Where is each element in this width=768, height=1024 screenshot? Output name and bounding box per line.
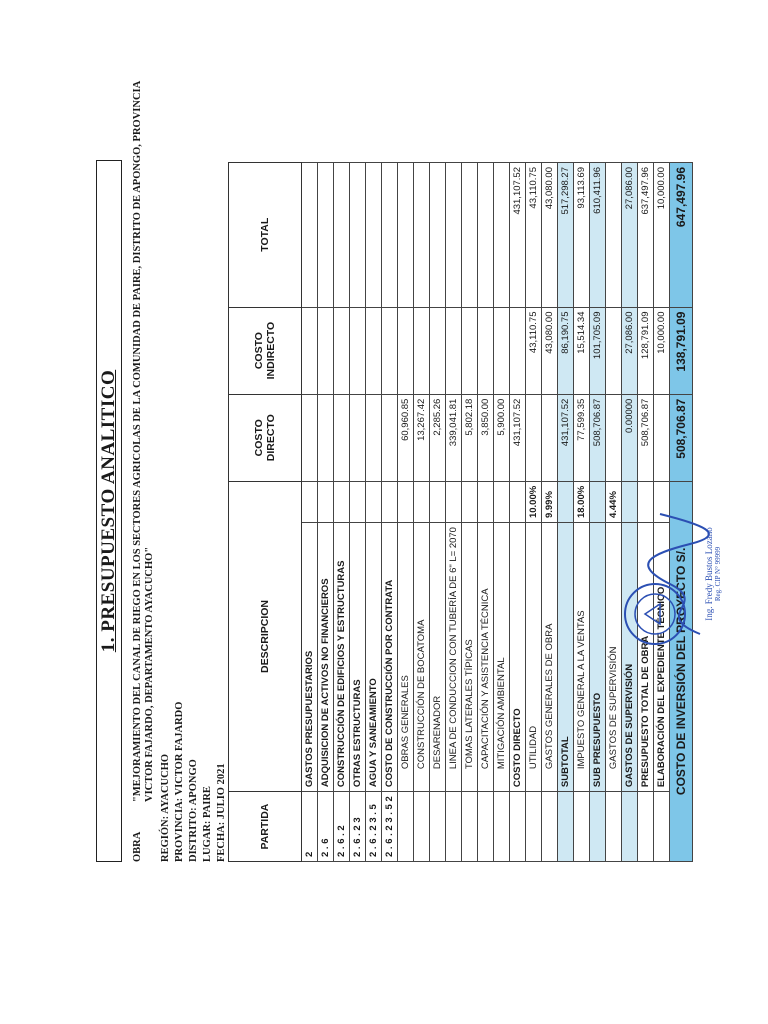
cell-costo-directo bbox=[526, 394, 542, 481]
table-row bbox=[606, 163, 622, 862]
cell-costo-indirecto bbox=[398, 307, 414, 394]
cell-costo-directo bbox=[318, 394, 334, 481]
cell-description: COSTO DIRECTO bbox=[510, 523, 526, 792]
cell-percent bbox=[366, 481, 382, 522]
cell-costo-directo bbox=[606, 394, 622, 481]
cell-partida: 2 . 6 . 2 bbox=[334, 792, 350, 862]
distrito-line: DISTRITO: APONGO bbox=[188, 759, 199, 862]
table-row bbox=[350, 163, 366, 862]
cell-costo-directo bbox=[350, 394, 366, 481]
cell-costo-indirecto bbox=[510, 307, 526, 394]
cell-description: IMPUESTO GENERAL A LA VENTAS bbox=[574, 523, 590, 792]
cell-partida bbox=[590, 792, 606, 862]
cell-partida: 2 . 6 . 2 3 . 5 bbox=[366, 792, 382, 862]
cell-costo-directo: 60,960.85 bbox=[398, 394, 414, 481]
table-row bbox=[334, 163, 350, 862]
cell-description: SUBTOTAL bbox=[558, 523, 574, 792]
budget-table bbox=[228, 162, 693, 862]
total-costo-indirecto: 138,791.09 bbox=[670, 307, 693, 394]
cell-total bbox=[446, 163, 462, 308]
region-line: REGIÓN: AYACUCHO bbox=[160, 753, 171, 862]
table-row bbox=[366, 163, 382, 862]
cell-total: 517,298.27 bbox=[558, 163, 574, 308]
cell-partida bbox=[638, 792, 654, 862]
cell-costo-directo bbox=[654, 394, 670, 481]
cell-total: 43,080.00 bbox=[542, 163, 558, 308]
cell-costo-indirecto: 15,514.34 bbox=[574, 307, 590, 394]
provincia-line: PROVINCIA: VICTOR FAJARDO bbox=[174, 701, 185, 862]
cell-partida bbox=[494, 792, 510, 862]
cell-costo-indirecto bbox=[494, 307, 510, 394]
cell-percent bbox=[510, 481, 526, 522]
table-row bbox=[302, 163, 318, 862]
cell-description: PRESUPUESTO TOTAL DE OBRA bbox=[638, 523, 654, 792]
cell-description: CONSTRUCCIÓN DE BOCATOMA bbox=[414, 523, 430, 792]
cell-costo-directo bbox=[302, 394, 318, 481]
cell-costo-indirecto: 86,190.75 bbox=[558, 307, 574, 394]
cell-total bbox=[382, 163, 398, 308]
cell-percent: 4.44% bbox=[606, 481, 622, 522]
cell-description: OBRAS GENERALES bbox=[398, 523, 414, 792]
cell-total: 10,000.00 bbox=[654, 163, 670, 308]
cell-percent bbox=[350, 481, 366, 522]
cell-partida bbox=[526, 792, 542, 862]
table-row bbox=[622, 163, 638, 862]
document-title: 1. PRESUPUESTO ANALITICO bbox=[96, 160, 122, 862]
cell-costo-indirecto bbox=[478, 307, 494, 394]
cell-partida bbox=[558, 792, 574, 862]
cell-percent bbox=[318, 481, 334, 522]
cell-percent: 18.00% bbox=[574, 481, 590, 522]
cell-costo-indirecto bbox=[318, 307, 334, 394]
cell-costo-indirecto: 128,791.09 bbox=[638, 307, 654, 394]
cell-description: GASTOS PRESUPUESTARIOS bbox=[302, 523, 318, 792]
cell-total bbox=[462, 163, 478, 308]
table-row bbox=[526, 163, 542, 862]
cell-description: CAPACITACIÓN Y ASISTENCIA TÉCNICA bbox=[478, 523, 494, 792]
cell-costo-indirecto: 101,705.09 bbox=[590, 307, 606, 394]
cell-costo-indirecto bbox=[446, 307, 462, 394]
cell-total bbox=[494, 163, 510, 308]
cell-percent bbox=[494, 481, 510, 522]
table-header-row bbox=[229, 163, 302, 862]
cell-total: 610,411.96 bbox=[590, 163, 606, 308]
cell-percent bbox=[446, 481, 462, 522]
cell-percent bbox=[462, 481, 478, 522]
cell-costo-directo: 508,706.87 bbox=[638, 394, 654, 481]
cell-total bbox=[334, 163, 350, 308]
header-partida: PARTIDA bbox=[229, 792, 302, 862]
signature-text: Ing. Fredy Bustos Lozano bbox=[704, 527, 714, 621]
cell-percent: 9.99% bbox=[542, 481, 558, 522]
cell-partida bbox=[574, 792, 590, 862]
cell-costo-directo: 431,107.52 bbox=[510, 394, 526, 481]
cell-partida: 2 . 6 bbox=[318, 792, 334, 862]
total-description: COSTO DE INVERSIÓN DEL PROYECTO S/. bbox=[670, 481, 693, 861]
cell-percent bbox=[590, 481, 606, 522]
header-total: TOTAL bbox=[229, 163, 302, 308]
cell-costo-indirecto: 43,110.75 bbox=[526, 307, 542, 394]
cell-partida bbox=[398, 792, 414, 862]
cell-partida bbox=[542, 792, 558, 862]
cell-costo-indirecto bbox=[430, 307, 446, 394]
cell-percent: 10.00% bbox=[526, 481, 542, 522]
cell-partida bbox=[606, 792, 622, 862]
cell-costo-directo: 2,285.26 bbox=[430, 394, 446, 481]
cell-partida: 2 bbox=[302, 792, 318, 862]
cell-costo-indirecto: 10,000.00 bbox=[654, 307, 670, 394]
obra-line-1 bbox=[132, 81, 143, 862]
cell-description: GASTOS DE SUPERVISIÓN bbox=[606, 523, 622, 792]
table-row bbox=[558, 163, 574, 862]
lugar-line: LUGAR: PAIRE bbox=[202, 786, 213, 862]
cell-total bbox=[430, 163, 446, 308]
cell-total bbox=[414, 163, 430, 308]
cell-partida bbox=[478, 792, 494, 862]
cell-partida bbox=[414, 792, 430, 862]
cell-total: 431,107.52 bbox=[510, 163, 526, 308]
obra-label: OBRA bbox=[132, 831, 143, 862]
registration-text: Reg. CIP N° 99999 bbox=[714, 546, 722, 602]
cell-description: GASTOS GENERALES DE OBRA bbox=[542, 523, 558, 792]
cell-description: COSTO DE CONSTRUCCIÓN POR CONTRATA bbox=[382, 523, 398, 792]
signature-icon bbox=[640, 504, 720, 644]
cell-description: AGUA Y SANEAMIENTO bbox=[366, 523, 382, 792]
cell-costo-indirecto bbox=[302, 307, 318, 394]
cell-total: 27,086.00 bbox=[622, 163, 638, 308]
cell-partida bbox=[510, 792, 526, 862]
cell-total bbox=[318, 163, 334, 308]
table-row bbox=[590, 163, 606, 862]
fecha-line: FECHA: JULIO 2021 bbox=[216, 763, 227, 862]
cell-costo-directo: 13,267.42 bbox=[414, 394, 430, 481]
cell-percent bbox=[622, 481, 638, 522]
table-row bbox=[574, 163, 590, 862]
cell-partida bbox=[430, 792, 446, 862]
cell-costo-indirecto: 43,080.00 bbox=[542, 307, 558, 394]
cell-percent bbox=[558, 481, 574, 522]
cell-partida bbox=[654, 792, 670, 862]
obra-text-1: "MEJORAMIENTO DEL CANAL DE RIEGO EN LOS SECTORES AGRICOLAS DE LA COMUNIDAD DE PAIRE, DISTRITO DE APONGO, PROVINCIA bbox=[132, 80, 143, 802]
cell-partida bbox=[446, 792, 462, 862]
table-row bbox=[478, 163, 494, 862]
cell-percent bbox=[478, 481, 494, 522]
cell-total: 637,497.96 bbox=[638, 163, 654, 308]
cell-costo-directo: 339,041.81 bbox=[446, 394, 462, 481]
cell-costo-directo: 508,706.87 bbox=[590, 394, 606, 481]
cell-total bbox=[350, 163, 366, 308]
cell-costo-indirecto bbox=[382, 307, 398, 394]
cell-total bbox=[606, 163, 622, 308]
cell-percent bbox=[302, 481, 318, 522]
table-row bbox=[510, 163, 526, 862]
cell-costo-directo: 431,107.52 bbox=[558, 394, 574, 481]
cell-costo-indirecto: 27,086.00 bbox=[622, 307, 638, 394]
cell-percent bbox=[398, 481, 414, 522]
table-row bbox=[398, 163, 414, 862]
cell-costo-directo bbox=[366, 394, 382, 481]
cell-costo-directo bbox=[542, 394, 558, 481]
cell-description: GASTOS DE SUPERVISIÓN bbox=[622, 523, 638, 792]
header-costo-directo: COSTO DIRECTO bbox=[229, 394, 302, 481]
cell-description: ELABORACIÓN DEL EXPEDIENTE TÉCNICO bbox=[654, 523, 670, 792]
table-row bbox=[446, 163, 462, 862]
cell-costo-directo: 3,850.00 bbox=[478, 394, 494, 481]
table-body bbox=[302, 163, 670, 862]
cell-percent bbox=[414, 481, 430, 522]
cell-description: MITIGACIÓN AMBIENTAL bbox=[494, 523, 510, 792]
cell-total: 93,113.69 bbox=[574, 163, 590, 308]
table-row bbox=[542, 163, 558, 862]
cell-description: UTILIDAD bbox=[526, 523, 542, 792]
table-row bbox=[494, 163, 510, 862]
cell-total bbox=[478, 163, 494, 308]
cell-partida bbox=[462, 792, 478, 862]
cell-description: DESARENADOR bbox=[430, 523, 446, 792]
cell-description: ADQUISICION DE ACTIVOS NO FINANCIEROS bbox=[318, 523, 334, 792]
cell-costo-indirecto bbox=[414, 307, 430, 394]
cell-total bbox=[302, 163, 318, 308]
cell-costo-directo: 0.00000 bbox=[622, 394, 638, 481]
table-row bbox=[430, 163, 446, 862]
header-costo-indirecto: COSTO INDIRECTO bbox=[229, 307, 302, 394]
total-total: 647,497.96 bbox=[670, 163, 693, 308]
header-descripcion: DESCRIPCION bbox=[229, 481, 302, 791]
cell-partida: 2 . 6 . 2 3 . 5 2 bbox=[382, 792, 398, 862]
cell-costo-indirecto bbox=[606, 307, 622, 394]
cell-costo-indirecto bbox=[350, 307, 366, 394]
table-row bbox=[414, 163, 430, 862]
obra-line-2: VICTOR FAJARDO, DEPARTAMENTO AYACUCHO" bbox=[144, 546, 155, 802]
cell-description: TOMAS LATERALES TÍPICAS bbox=[462, 523, 478, 792]
cell-description: SUB PRESUPUESTO bbox=[590, 523, 606, 792]
cell-costo-indirecto bbox=[366, 307, 382, 394]
cell-costo-directo bbox=[334, 394, 350, 481]
cell-description: OTRAS ESTRUCTURAS bbox=[350, 523, 366, 792]
cell-costo-indirecto bbox=[462, 307, 478, 394]
cell-costo-directo: 77,599.35 bbox=[574, 394, 590, 481]
cell-percent bbox=[334, 481, 350, 522]
cell-total bbox=[398, 163, 414, 308]
cell-costo-indirecto bbox=[334, 307, 350, 394]
table-row bbox=[318, 163, 334, 862]
cell-costo-directo: 5,900.00 bbox=[494, 394, 510, 481]
total-costo-directo: 508,706.87 bbox=[670, 394, 693, 481]
cell-costo-directo: 5,802.18 bbox=[462, 394, 478, 481]
cell-costo-directo bbox=[382, 394, 398, 481]
cell-description: CONSTRUCCIÓN DE EDIFICIOS Y ESTRUCTURAS bbox=[334, 523, 350, 792]
cell-partida bbox=[622, 792, 638, 862]
cell-total: 43,110.75 bbox=[526, 163, 542, 308]
cell-partida: 2 . 6 . 2 3 bbox=[350, 792, 366, 862]
cell-description: LINEA DE CONDUCCION CON TUBERÍA DE 6" L= 2070 bbox=[446, 523, 462, 792]
cell-total bbox=[366, 163, 382, 308]
table-row bbox=[382, 163, 398, 862]
cell-percent bbox=[430, 481, 446, 522]
table-row bbox=[462, 163, 478, 862]
cell-percent bbox=[382, 481, 398, 522]
